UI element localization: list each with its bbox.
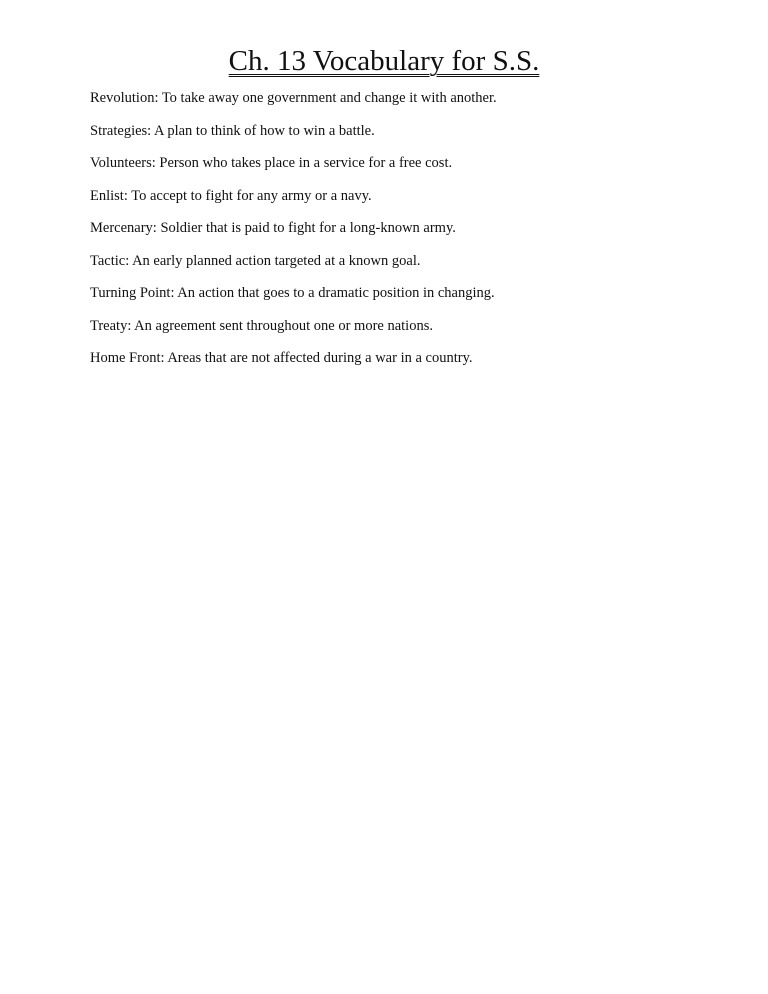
- vocab-entry-revolution: Revolution: To take away one government and change it with another.: [90, 90, 497, 106]
- vocab-entry-treaty: Treaty: An agreement sent throughout one or more nations.: [90, 317, 433, 334]
- vocab-entry-strategies: Strategies: A plan to think of how to win a battle.: [90, 122, 375, 139]
- vocab-entry-turning-point: Turning Point: An action that goes to a dramatic position in changing.: [90, 285, 495, 301]
- document-title: Ch. 13 Vocabulary for S.S.: [228, 45, 540, 77]
- vocab-entry-tactic: Tactic: An early planned action targeted at a known goal.: [90, 252, 421, 269]
- vocabulary-list: [90, 88, 730, 381]
- vocab-entry-enlist: Enlist: To accept to fight for any army or a navy.: [90, 187, 372, 204]
- vocab-entry-home-front: Home Front: Areas that are not affected during a war in a country.: [90, 350, 473, 366]
- vocab-entry-mercenary: Mercenary: Soldier that is paid to fight for a long-known army.: [90, 220, 456, 236]
- vocab-entry-volunteers: Volunteers: Person who takes place in a service for a free cost.: [90, 155, 453, 171]
